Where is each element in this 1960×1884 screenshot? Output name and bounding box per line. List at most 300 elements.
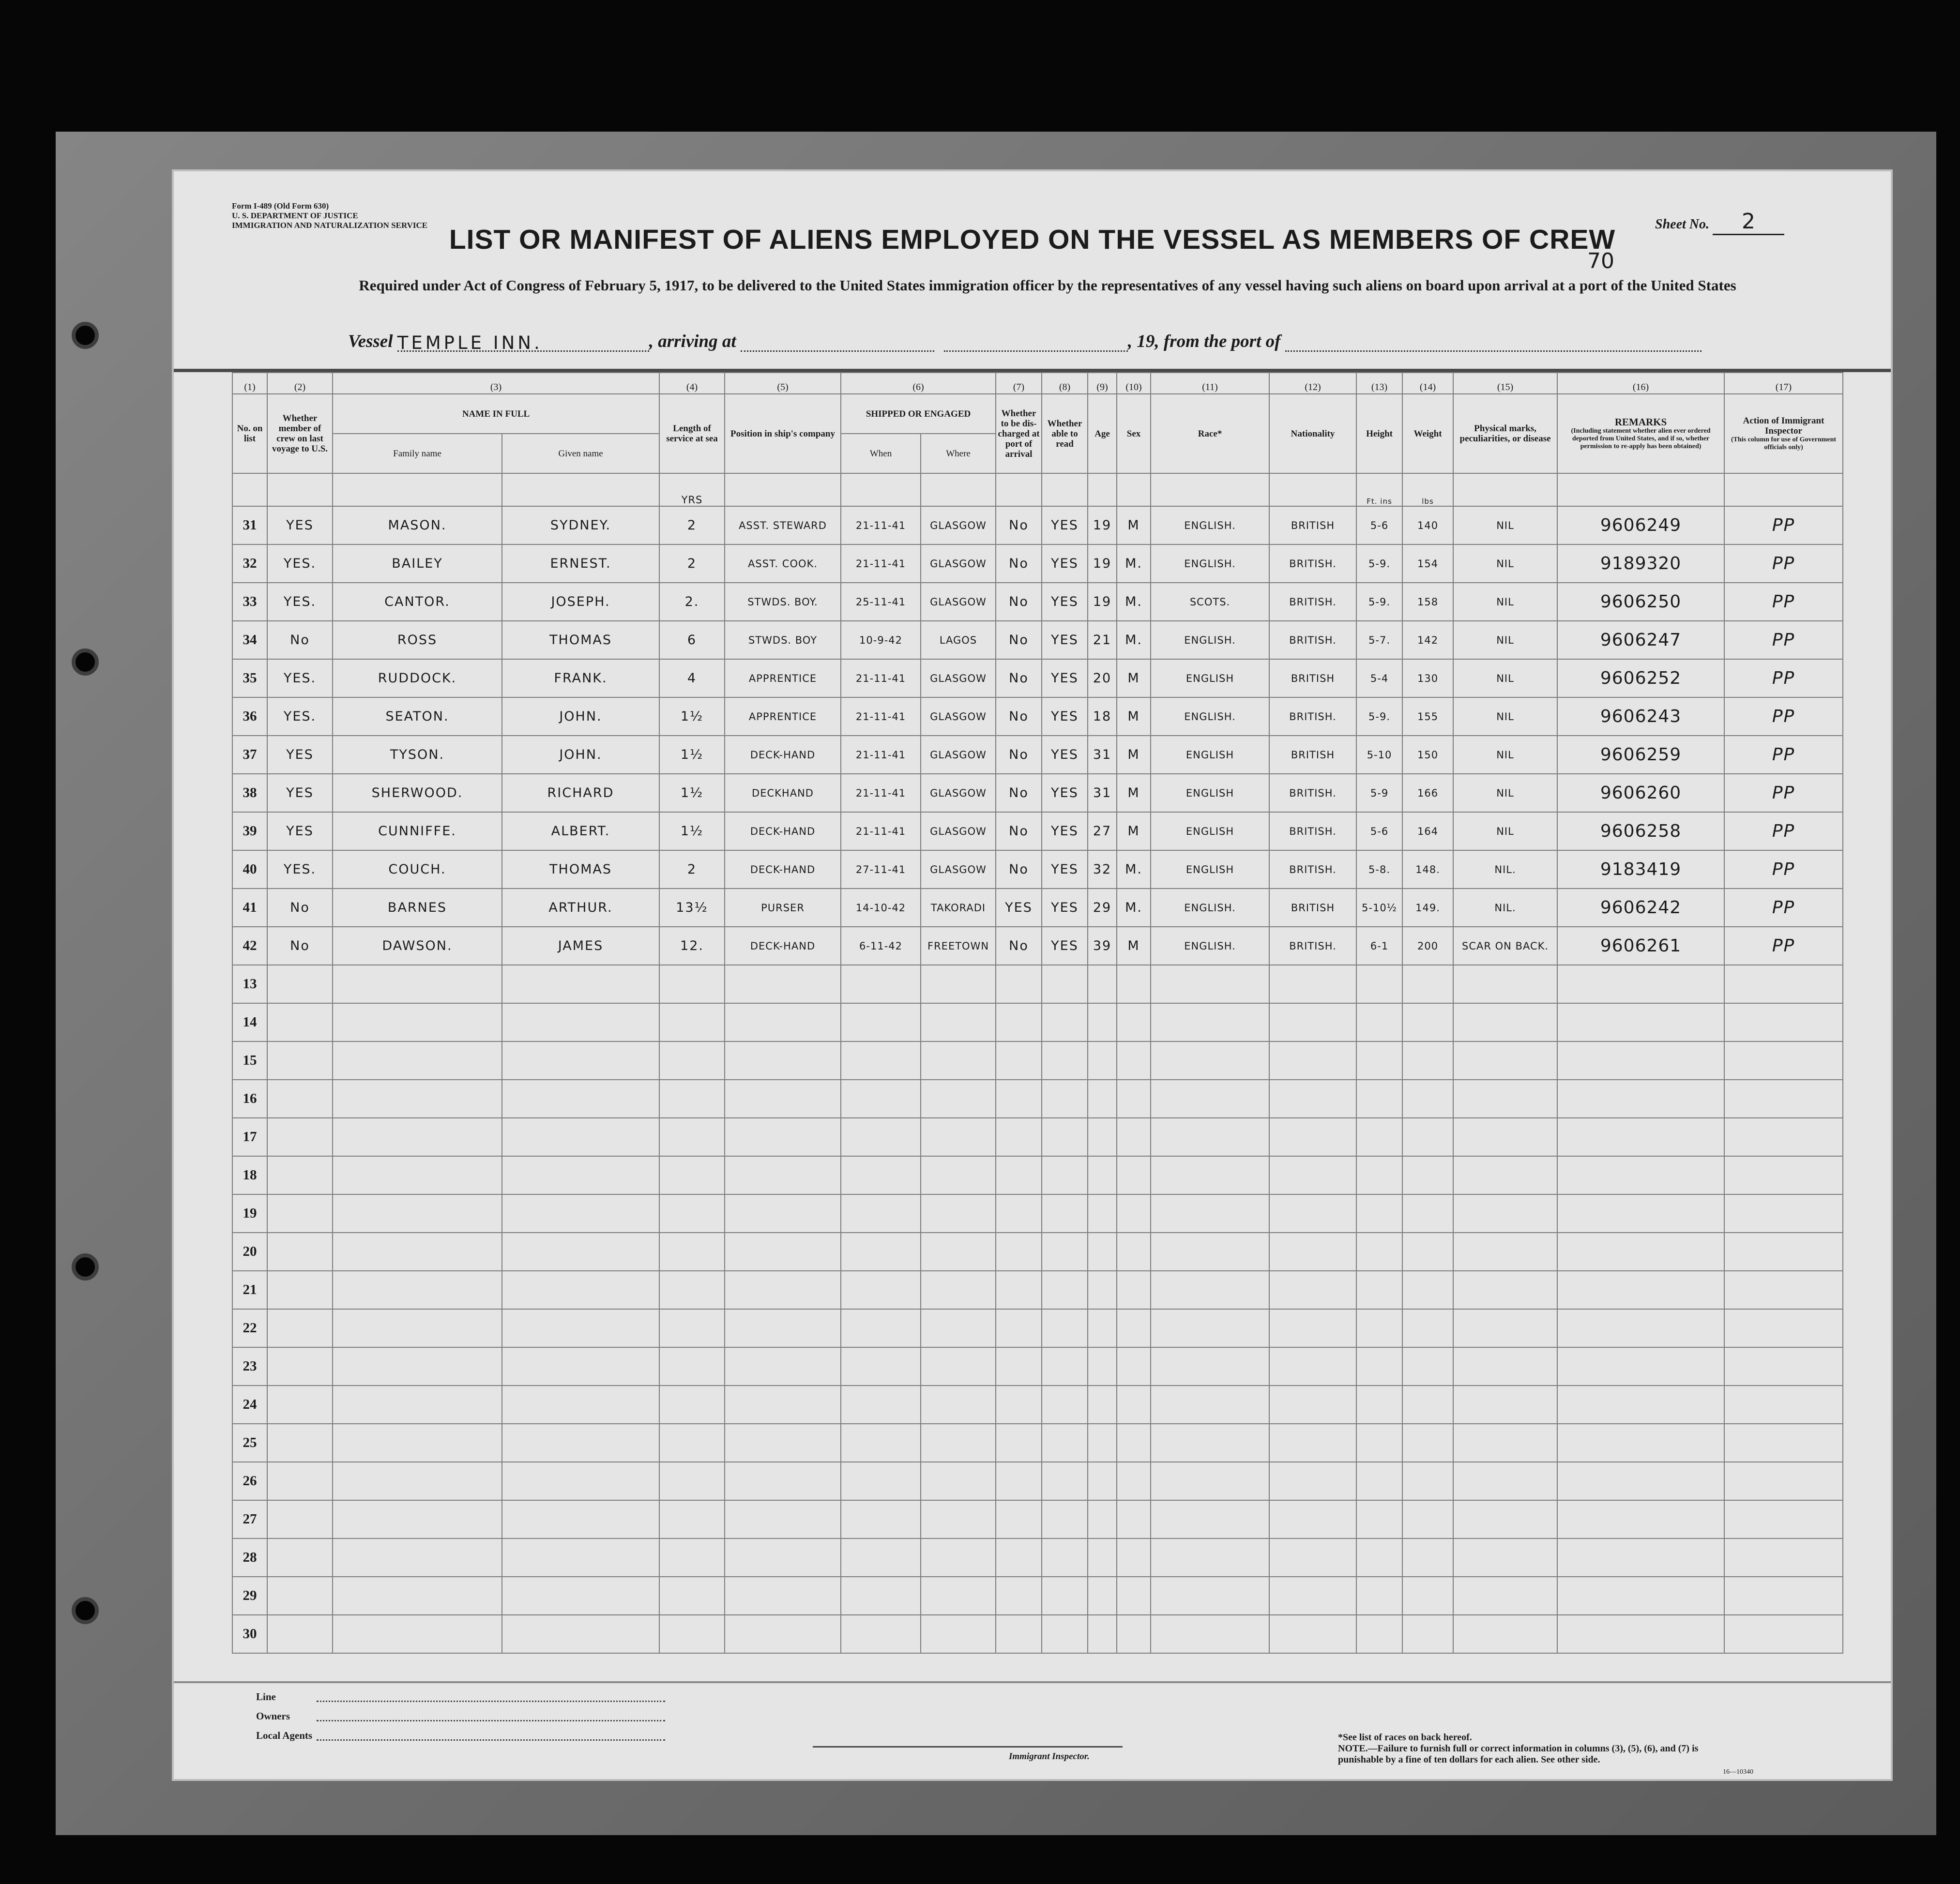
empty-cell: [996, 1462, 1042, 1500]
nationality: BRITISH: [1269, 736, 1356, 774]
empty-cell: [1557, 1156, 1724, 1194]
form-number: Form I-489 (Old Form 630): [232, 201, 329, 211]
empty-cell: [333, 1309, 502, 1347]
empty-cell: [1117, 1118, 1151, 1156]
inspector-action: PP: [1724, 736, 1843, 774]
empty-cell: [502, 1041, 659, 1080]
empty-cell: [333, 1500, 502, 1538]
empty-cell: [996, 1386, 1042, 1424]
agents-blank: [317, 1739, 665, 1741]
empty-cell: [267, 1615, 333, 1653]
empty-cell: [659, 1500, 725, 1538]
empty-cell: [267, 1080, 333, 1118]
empty-cell: [333, 1118, 502, 1156]
empty-cell: [1088, 1156, 1117, 1194]
service-length: 2.: [659, 583, 725, 621]
line-label: Line: [256, 1691, 276, 1703]
discharged: No: [996, 927, 1042, 965]
empty-cell: [333, 1003, 502, 1041]
position: STWDS. BOY: [725, 621, 841, 659]
empty-cell: [921, 1041, 996, 1080]
empty-cell: [1402, 1080, 1453, 1118]
height: 5-8.: [1356, 850, 1402, 889]
empty-cell: [1269, 1309, 1356, 1347]
empty-cell: [267, 965, 333, 1003]
empty-cell: [502, 1156, 659, 1194]
weight: 142: [1402, 621, 1453, 659]
empty-cell: [1088, 1577, 1117, 1615]
shipped-where: LAGOS: [921, 621, 996, 659]
row-number: 30: [232, 1615, 267, 1653]
empty-cell: [1088, 1538, 1117, 1577]
discharged: No: [996, 544, 1042, 583]
empty-cell: [502, 1347, 659, 1386]
physical-marks: NIL: [1453, 736, 1557, 774]
inspector-action: PP: [1724, 889, 1843, 927]
empty-cell: [1356, 1347, 1402, 1386]
sheet-number: 2: [1713, 209, 1784, 235]
empty-cell: [1402, 1386, 1453, 1424]
shipped-where: GLASGOW: [921, 812, 996, 850]
row-number: 39: [232, 812, 267, 850]
empty-cell: [1151, 1233, 1269, 1271]
empty-cell: [333, 1194, 502, 1233]
column-number: (5): [725, 373, 841, 394]
able-to-read: YES: [1042, 506, 1088, 544]
empty-cell: [1117, 1462, 1151, 1500]
header-physical-marks: Physical marks, peculiarities, or disease: [1453, 394, 1557, 473]
empty-cell: [1042, 965, 1088, 1003]
inspector-action: PP: [1724, 621, 1843, 659]
shipped-when: 21-11-41: [841, 736, 921, 774]
empty-cell: [1724, 1462, 1843, 1500]
member-last-voyage: YES: [267, 774, 333, 812]
column-number: (4): [659, 373, 725, 394]
empty-cell: [1356, 1538, 1402, 1577]
family-name: BARNES: [333, 889, 502, 927]
row-number: 16: [232, 1080, 267, 1118]
row-number: 23: [232, 1347, 267, 1386]
empty-cell: [1042, 1309, 1088, 1347]
action-title: Action of Immigrant Inspector: [1743, 416, 1824, 436]
vessel-name: TEMPLE INN.: [397, 332, 649, 352]
empty-cell: [841, 1233, 921, 1271]
shipped-when: 10-9-42: [841, 621, 921, 659]
empty-cell: [1724, 1538, 1843, 1577]
empty-cell: [333, 1424, 502, 1462]
table-row: [232, 506, 1843, 544]
table-row: [232, 583, 1843, 621]
port-blank: [1285, 332, 1702, 352]
empty-cell: [1269, 1233, 1356, 1271]
column-number: (12): [1269, 373, 1356, 394]
physical-marks: NIL: [1453, 697, 1557, 736]
sex: M: [1117, 659, 1151, 697]
empty-cell: [1151, 1080, 1269, 1118]
inspector-action: PP: [1724, 850, 1843, 889]
empty-cell: [1042, 1233, 1088, 1271]
empty-cell: [725, 1271, 841, 1309]
empty-cell: [921, 1194, 996, 1233]
sex: M.: [1117, 544, 1151, 583]
empty-cell: [267, 1233, 333, 1271]
empty-cell: [1088, 1500, 1117, 1538]
header-sex: Sex: [1117, 394, 1151, 473]
empty-cell: [1042, 1156, 1088, 1194]
empty-cell: [1088, 1233, 1117, 1271]
empty-cell: [1117, 1577, 1151, 1615]
inspector-action: PP: [1724, 659, 1843, 697]
shipped-where: GLASGOW: [921, 544, 996, 583]
row-number: 25: [232, 1424, 267, 1462]
empty-cell: [1402, 1500, 1453, 1538]
given-name: THOMAS: [502, 850, 659, 889]
able-to-read: YES: [1042, 850, 1088, 889]
empty-cell: [1453, 1615, 1557, 1653]
empty-cell: [1117, 1386, 1151, 1424]
discharged: No: [996, 736, 1042, 774]
empty-cell: [725, 1156, 841, 1194]
empty-cell: [1402, 1424, 1453, 1462]
nationality: BRITISH.: [1269, 583, 1356, 621]
empty-cell: [1269, 1424, 1356, 1462]
empty-cell: [921, 1462, 996, 1500]
empty-cell: [659, 1271, 725, 1309]
sex: M: [1117, 812, 1151, 850]
empty-cell: [1117, 1156, 1151, 1194]
empty-cell: [841, 1538, 921, 1577]
race: ENGLISH.: [1151, 506, 1269, 544]
empty-cell: [1269, 1271, 1356, 1309]
empty-cell: [1557, 1500, 1724, 1538]
empty-cell: [1117, 1424, 1151, 1462]
nationality: BRITISH: [1269, 889, 1356, 927]
empty-cell: [1453, 1462, 1557, 1500]
empty-cell: [1557, 1003, 1724, 1041]
empty-cell: [1151, 1003, 1269, 1041]
empty-cell: [1356, 1156, 1402, 1194]
empty-cell: [1453, 1156, 1557, 1194]
empty-cell: [502, 1118, 659, 1156]
remarks-number: 9606243: [1557, 697, 1724, 736]
empty-cell: [1088, 1309, 1117, 1347]
empty-cell: [1453, 1538, 1557, 1577]
blank-row: [232, 1233, 1843, 1271]
empty-cell: [1724, 1615, 1843, 1653]
empty-cell: [996, 1233, 1042, 1271]
age: 19: [1088, 544, 1117, 583]
empty-cell: [996, 1156, 1042, 1194]
empty-cell: [1151, 1347, 1269, 1386]
empty-cell: [267, 1003, 333, 1041]
service-length: 4: [659, 659, 725, 697]
remarks-number: 9189320: [1557, 544, 1724, 583]
physical-marks: NIL: [1453, 506, 1557, 544]
empty-cell: [333, 1271, 502, 1309]
empty-cell: [1402, 1347, 1453, 1386]
header-row-top: [232, 394, 1843, 434]
shipped-where: GLASGOW: [921, 850, 996, 889]
physical-marks: NIL: [1453, 544, 1557, 583]
given-name: JOHN.: [502, 697, 659, 736]
arriving-label: , arriving at: [649, 332, 736, 351]
empty-cell: [1557, 1577, 1724, 1615]
empty-cell: [996, 1500, 1042, 1538]
service-length: 1½: [659, 697, 725, 736]
remarks-note: (Including statement whether alien ever ordered deported from United States, and if so, whether permission to re-apply has been obtained): [1571, 427, 1711, 450]
position: DECK-HAND: [725, 850, 841, 889]
given-name: JAMES: [502, 927, 659, 965]
empty-cell: [1269, 1577, 1356, 1615]
row-number: 18: [232, 1156, 267, 1194]
empty-cell: [1402, 1118, 1453, 1156]
service-length: 2: [659, 506, 725, 544]
empty-cell: [1042, 1347, 1088, 1386]
blank-row: [232, 1118, 1843, 1156]
row-number: 31: [232, 506, 267, 544]
empty-cell: [1356, 1041, 1402, 1080]
shipped-where: TAKORADI: [921, 889, 996, 927]
inspector-action: PP: [1724, 927, 1843, 965]
empty-cell: [1269, 1386, 1356, 1424]
empty-cell: [659, 1156, 725, 1194]
empty-cell: [1453, 1233, 1557, 1271]
port-label: , from the port of: [1155, 332, 1281, 351]
height: 5-6: [1356, 812, 1402, 850]
empty-cell: [921, 1500, 996, 1538]
header-length-service: Length of service at sea: [659, 394, 725, 473]
empty-cell: [921, 1309, 996, 1347]
nationality: BRITISH.: [1269, 850, 1356, 889]
empty-cell: [659, 1118, 725, 1156]
empty-cell: [502, 1003, 659, 1041]
age: 19: [1088, 506, 1117, 544]
empty-cell: [502, 1424, 659, 1462]
blank-row: [232, 965, 1843, 1003]
empty-cell: [1088, 1118, 1117, 1156]
shipped-when: 21-11-41: [841, 506, 921, 544]
empty-cell: [1117, 1194, 1151, 1233]
service-length: 1½: [659, 774, 725, 812]
empty-cell: [1042, 1386, 1088, 1424]
row-number: 17: [232, 1118, 267, 1156]
empty-cell: [725, 1538, 841, 1577]
empty-cell: [1042, 1615, 1088, 1653]
sheet-label: Sheet No.: [1655, 217, 1709, 232]
blank-row: [232, 1080, 1843, 1118]
race: ENGLISH: [1151, 812, 1269, 850]
inspector-action: PP: [1724, 774, 1843, 812]
race: ENGLISH: [1151, 850, 1269, 889]
agents-label: Local Agents: [256, 1730, 313, 1741]
empty-cell: [1042, 1500, 1088, 1538]
table-row: [232, 736, 1843, 774]
empty-cell: [1402, 1041, 1453, 1080]
empty-cell: [1269, 1194, 1356, 1233]
empty-cell: [659, 1577, 725, 1615]
empty-cell: [1453, 1577, 1557, 1615]
service-unit: YRS: [659, 473, 725, 506]
empty-cell: [841, 1118, 921, 1156]
empty-cell: [267, 1424, 333, 1462]
column-number: (17): [1724, 373, 1843, 394]
empty-cell: [267, 1041, 333, 1080]
empty-cell: [841, 1500, 921, 1538]
weight: 155: [1402, 697, 1453, 736]
height: 5-10: [1356, 736, 1402, 774]
table-row: [232, 659, 1843, 697]
age: 32: [1088, 850, 1117, 889]
empty-cell: [921, 1156, 996, 1194]
blank-row: [232, 1462, 1843, 1500]
table-row: [232, 927, 1843, 965]
shipped-when: 21-11-41: [841, 659, 921, 697]
column-number: (9): [1088, 373, 1117, 394]
manifest-sheet: [172, 169, 1893, 1781]
empty-cell: [1088, 1615, 1117, 1653]
sex: M: [1117, 697, 1151, 736]
empty-cell: [921, 1003, 996, 1041]
column-number: (13): [1356, 373, 1402, 394]
empty-cell: [725, 1233, 841, 1271]
empty-cell: [1269, 1538, 1356, 1577]
empty-cell: [659, 965, 725, 1003]
header-no-on-list: No. on list: [232, 394, 267, 473]
discharged: No: [996, 850, 1042, 889]
empty-cell: [267, 1538, 333, 1577]
given-name: ERNEST.: [502, 544, 659, 583]
empty-cell: [1724, 1041, 1843, 1080]
empty-cell: [1088, 1424, 1117, 1462]
column-number: (3): [333, 373, 659, 394]
inspector-action: PP: [1724, 583, 1843, 621]
empty-cell: [1356, 1233, 1402, 1271]
nationality: BRITISH.: [1269, 544, 1356, 583]
empty-cell: [659, 1538, 725, 1577]
empty-cell: [502, 1194, 659, 1233]
weight-unit: lbs: [1402, 473, 1453, 506]
table-row: [232, 621, 1843, 659]
empty-cell: [333, 965, 502, 1003]
empty-cell: [996, 1080, 1042, 1118]
empty-cell: [1117, 1080, 1151, 1118]
empty-cell: [1356, 1424, 1402, 1462]
inspector-label: Immigrant Inspector.: [1009, 1751, 1090, 1762]
empty-cell: [1151, 1462, 1269, 1500]
punch-hole: [72, 322, 99, 349]
remarks-number: 9606247: [1557, 621, 1724, 659]
column-number: (16): [1557, 373, 1724, 394]
empty-cell: [1269, 1003, 1356, 1041]
empty-cell: [267, 1271, 333, 1309]
member-last-voyage: No: [267, 889, 333, 927]
empty-cell: [267, 1386, 333, 1424]
shipped-when: 25-11-41: [841, 583, 921, 621]
race: ENGLISH.: [1151, 927, 1269, 965]
weight: 154: [1402, 544, 1453, 583]
empty-cell: [1269, 1462, 1356, 1500]
header-able-to-read: Whether able to read: [1042, 394, 1088, 473]
owners-blank: [317, 1720, 665, 1721]
empty-cell: [1453, 1080, 1557, 1118]
empty-cell: [502, 1577, 659, 1615]
header-weight: Weight: [1402, 394, 1453, 473]
position: DECK-HAND: [725, 812, 841, 850]
row-number: 22: [232, 1309, 267, 1347]
empty-cell: [841, 1156, 921, 1194]
able-to-read: YES: [1042, 583, 1088, 621]
age: 31: [1088, 736, 1117, 774]
age: 31: [1088, 774, 1117, 812]
remarks-number: 9606258: [1557, 812, 1724, 850]
position: ASST. COOK.: [725, 544, 841, 583]
table-row: [232, 774, 1843, 812]
service-name: IMMIGRATION AND NATURALIZATION SERVICE: [232, 221, 428, 230]
given-name: JOHN.: [502, 736, 659, 774]
date-blank: [944, 332, 1128, 352]
race: ENGLISH: [1151, 659, 1269, 697]
department-name: U. S. DEPARTMENT OF JUSTICE: [232, 211, 358, 220]
header-race: Race*: [1151, 394, 1269, 473]
empty-cell: [996, 1003, 1042, 1041]
discharged: No: [996, 621, 1042, 659]
race: ENGLISH.: [1151, 697, 1269, 736]
member-last-voyage: YES: [267, 812, 333, 850]
row-number: 41: [232, 889, 267, 927]
column-number: (14): [1402, 373, 1453, 394]
physical-marks: NIL: [1453, 812, 1557, 850]
table-row: [232, 889, 1843, 927]
inspector-action: PP: [1724, 506, 1843, 544]
empty-cell: [841, 1003, 921, 1041]
empty-cell: [1117, 1309, 1151, 1347]
race: ENGLISH: [1151, 736, 1269, 774]
empty-cell: [267, 1462, 333, 1500]
weight: 140: [1402, 506, 1453, 544]
empty-cell: [659, 1462, 725, 1500]
empty-cell: [996, 965, 1042, 1003]
empty-cell: [1557, 1118, 1724, 1156]
empty-cell: [1453, 1347, 1557, 1386]
height: 5-9.: [1356, 544, 1402, 583]
service-length: 2: [659, 544, 725, 583]
empty-cell: [841, 1309, 921, 1347]
print-code: 16—10340: [1723, 1768, 1753, 1776]
empty-cell: [1402, 1194, 1453, 1233]
empty-cell: [1151, 965, 1269, 1003]
empty-cell: [1151, 1118, 1269, 1156]
row-number: 42: [232, 927, 267, 965]
header-where: Where: [921, 434, 996, 473]
row-number: 32: [232, 544, 267, 583]
empty-cell: [841, 1041, 921, 1080]
table-row: [232, 697, 1843, 736]
empty-cell: [1724, 965, 1843, 1003]
action-note: (This column for use of Government officials only): [1731, 436, 1837, 451]
punch-hole: [72, 1253, 99, 1281]
empty-cell: [1453, 965, 1557, 1003]
header-height: Height: [1356, 394, 1402, 473]
line-blank: [317, 1701, 665, 1702]
empty-cell: [1356, 1386, 1402, 1424]
able-to-read: YES: [1042, 697, 1088, 736]
height-unit: Ft. ins: [1356, 473, 1402, 506]
sex: M.: [1117, 889, 1151, 927]
empty-cell: [1088, 965, 1117, 1003]
empty-cell: [1088, 1462, 1117, 1500]
empty-cell: [333, 1080, 502, 1118]
empty-cell: [996, 1538, 1042, 1577]
